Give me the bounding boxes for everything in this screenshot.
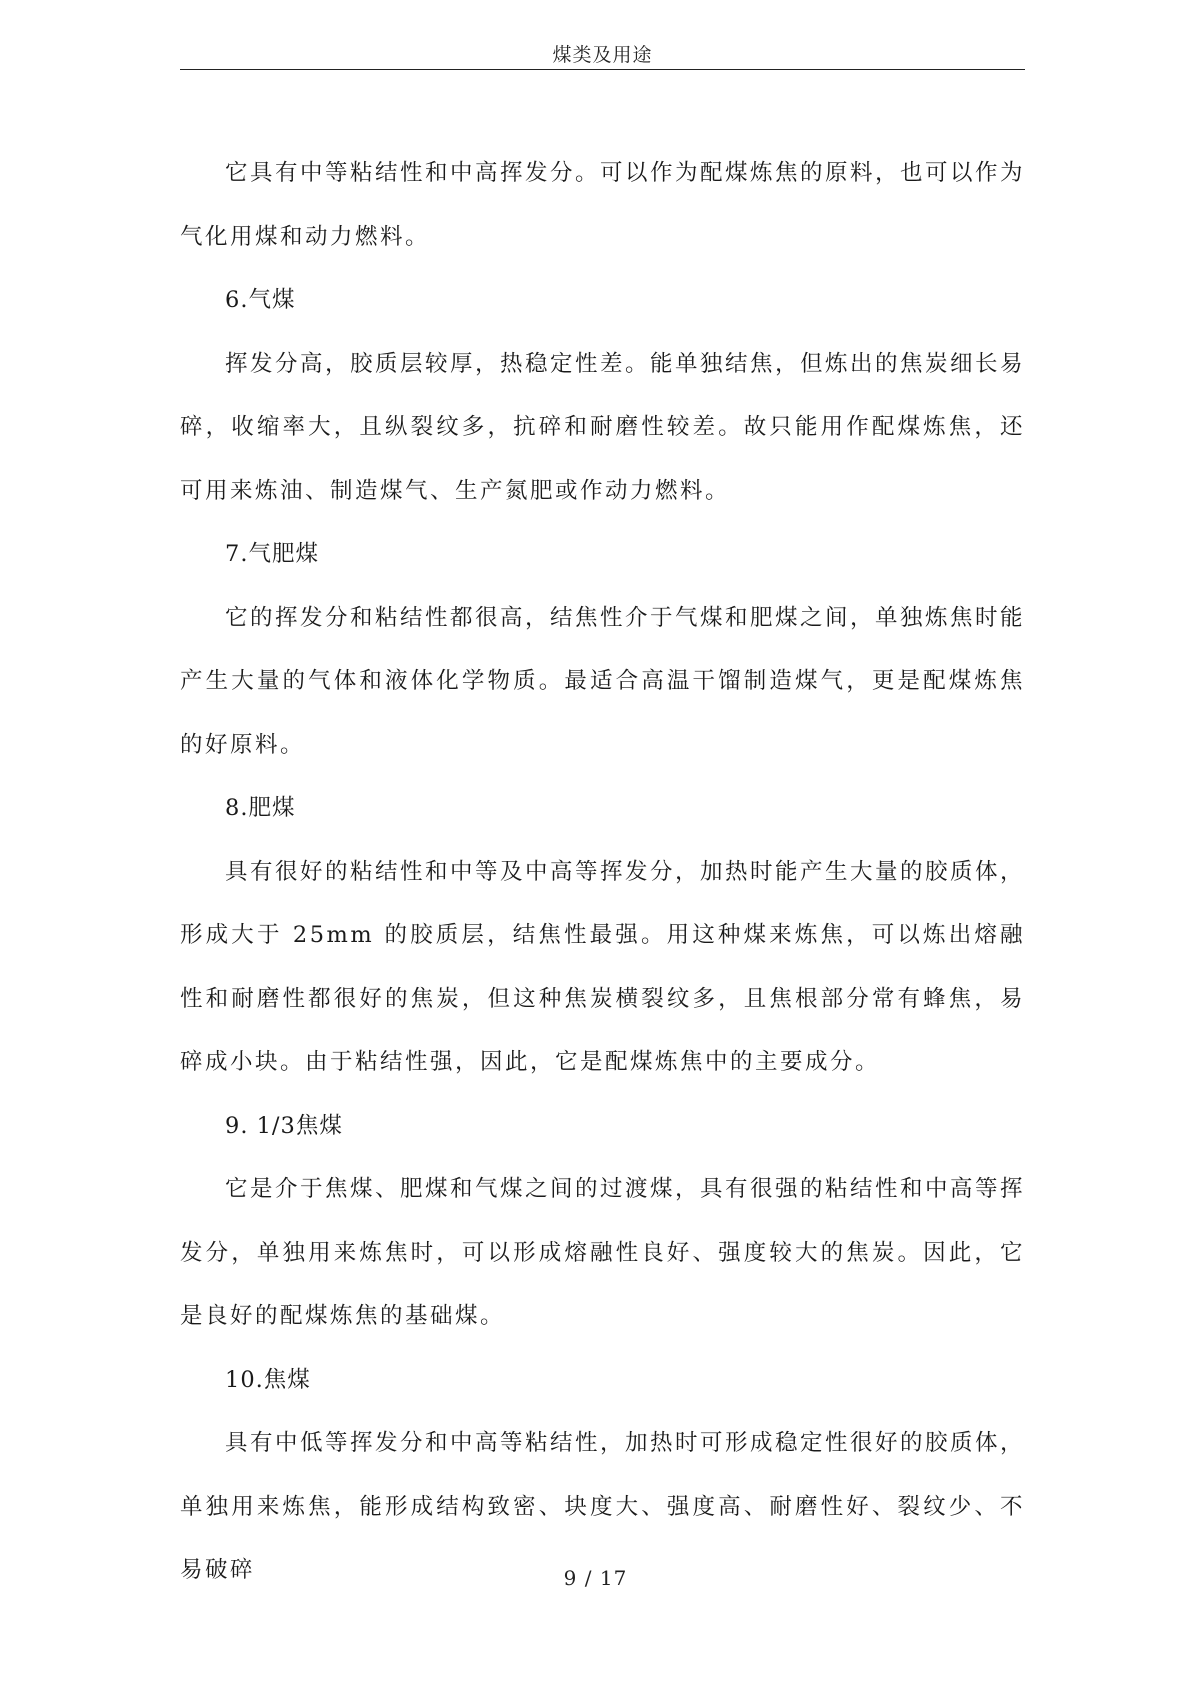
paragraph: 它的挥发分和粘结性都很高，结焦性介于气煤和肥煤之间，单独炼焦时能产生大量的气体和液体化学物质。最适合高温干馏制造煤气，更是配煤炼焦的好原料。 — [180, 604, 1026, 758]
section-heading: 9. 1/3焦煤 — [225, 1112, 343, 1139]
paragraph: 它具有中等粘结性和中高挥发分。可以作为配煤炼焦的原料，也可以作为气化用煤和动力燃料。 — [180, 160, 1026, 250]
section-heading: 8.肥煤 — [225, 795, 296, 821]
paragraph: 具有中低等挥发分和中高等粘结性，加热时可形成稳定性很好的胶质体，单独用来炼焦，能形成结构致密、块度大、强度高、耐磨性好、裂纹少、不易破碎 — [180, 1430, 1026, 1583]
paragraph: 它是介于焦煤、肥煤和气煤之间的过渡煤，具有很强的粘结性和中高等挥发分，单独用来炼焦时，可以形成熔融性良好、强度较大的焦炭。因此，它是良好的配煤炼焦的基础煤。 — [180, 1176, 1026, 1329]
document-body — [180, 142, 1025, 1603]
page-number: 9 / 17 — [563, 1566, 628, 1590]
section-heading: 7.气肥煤 — [225, 541, 319, 567]
page-header — [180, 0, 1025, 70]
paragraph: 具有很好的粘结性和中等及中高等挥发分，加热时能产生大量的胶质体，形成大于 25mm 的胶质层，结焦性最强。用这种煤来炼焦，可以炼出熔融性和耐磨性都很好的焦炭，但这种焦炭横裂纹多，且焦根部分常有蜂焦，易碎成小块。由于粘结性强，因此，它是配煤炼焦中的主要成分。 — [180, 858, 1026, 1075]
header-title: 煤类及用途 — [552, 44, 653, 66]
paragraph: 挥发分高，胶质层较厚，热稳定性差。能单独结焦，但炼出的焦炭细长易碎，收缩率大，且纵裂纹多，抗碎和耐磨性较差。故只能用作配煤炼焦，还可用来炼油、制造煤气、生产氮肥或作动力燃料。 — [180, 350, 1026, 504]
section-heading: 10.焦煤 — [225, 1366, 311, 1393]
section-heading: 6.气煤 — [225, 287, 296, 313]
